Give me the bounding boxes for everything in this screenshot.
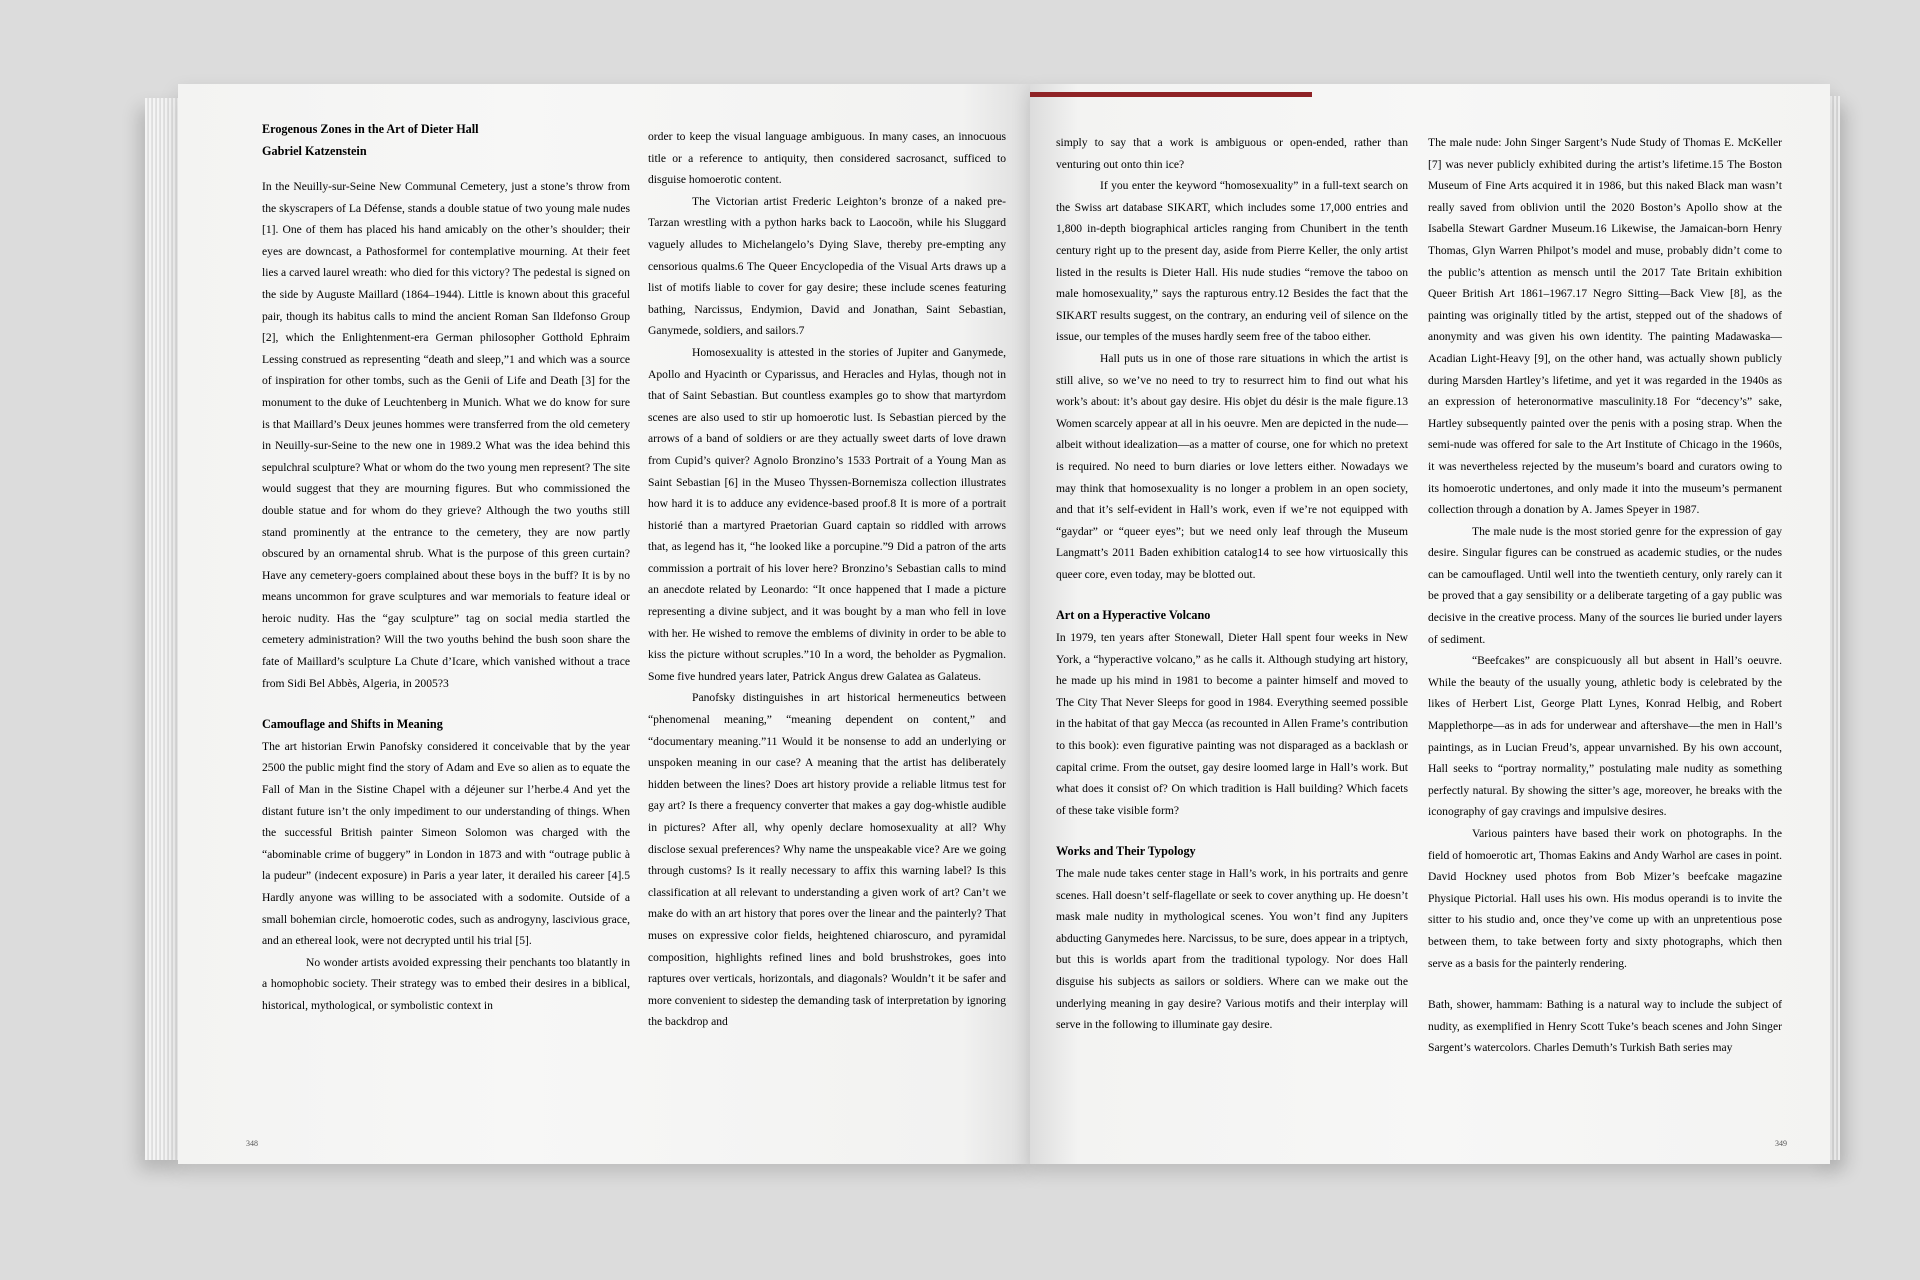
page-number-right: 349 xyxy=(1775,1139,1787,1148)
paragraph: Panofsky distinguishes in art historical hermeneutics between “phenomenal meaning,” “meaning dependent on content,” and “documentary meaning.”11 Would it be nonsense to add an underlying or unspoken meaning in our case? A meaning that the artist has deliberately hidden between the lines? Does art history provide a reliable litmus test for gay art? Is there a frequency converter that makes a gay dog-whistle audible in pictures? After all, why openly declare homosexuality at all? Why disclose sexual preferences? Why name the unspeakable vice? Are we going through customs? Is it really necessary to affix this warning label? Is this classification at all relevant to understanding a given work of art? Can’t we make do with an art history that pores over the linear and the painterly? That muses on expressive color fields, heightened chiaroscuro, and pyramidal composition, highlights refined lines and bold brushstrokes, goes into raptures over verticals, horizontals, and diagonals? Wouldn’t it be safer and more convenient to sidestep the demanding task of interpretation by ignoring the backdrop and xyxy=(648,691,1006,1029)
column-2 xyxy=(648,126,1006,1033)
paragraph: In 1979, ten years after Stonewall, Dieter Hall spent four weeks in New York, a “hyperactive volcano,” as he calls it. Although studying art history, he made up his mind in 1981 to become a painter himself and moved to The City That Never Sleeps for good in 1984. Everything seemed possible in the habitat of that gay Mecca (as recounted in Allen Frame’s contribution to this book): even figurative painting was not disparaged as a backlash or capital crime. From the outset, gay desire loomed large in Hall’s work. But what does it consist of? On which tradition is Hall building? Which facets of these take visible form? xyxy=(1056,631,1408,817)
paragraph: order to keep the visual language ambiguous. In many cases, an innocuous title or a reference to antiquity, then considered sacrosanct, sufficed to disguise homoerotic content. xyxy=(648,130,1006,187)
column-4 xyxy=(1428,132,1782,1059)
page-number-left: 348 xyxy=(246,1139,258,1148)
column-3 xyxy=(1056,132,1408,1036)
article-heading xyxy=(262,118,630,162)
paragraph: Homosexuality is attested in the stories of Jupiter and Ganymede, Apollo and Hyacinth or Cyparissus, and Heracles and Hylas, though not in that of Saint Sebastian. But countless examples go to show that martyrdom scenes are also used to stir up homoerotic lust. Is Sebastian pierced by the arrows of a band of soldiers or are they actually sweet darts of love drawn from Cupid’s quiver? Agnolo Bronzino’s 1533 Portrait of a Young Man as Saint Sebastian [6] in the Museo Thyssen-Bornemisza collection illustrates how hard it is to adduce any evidence-based proof.8 It is more of a portrait historié than a martyred Praetorian Guard captain so riddled with arrows that, as legend has it, “he looked like a porcupine.”9 Did a patron of the arts commission a portrait of his lover here? Bronzino’s Sebastian calls to mind an anecdote related by Leonardo: “It once happened that I made a picture representing a divine subject, and it was bought by a man who fell in love with her. He wished to remove the emblems of divinity in order to be able to kiss the picture without scruples.”10 In a word, the beholder as Pygmalion. Some five hundred years later, Patrick Angus drew Galatea as Galateus. xyxy=(648,345,1006,683)
paragraph: The Victorian artist Frederic Leighton’s bronze of a naked pre-Tarzan wrestling with a python harks back to Laocoön, while his Sluggard vaguely alludes to Michelangelo’s Dying Slave, thereby pre-empting any censorious qualms.6 The Queer Encyclopedia of the Visual Arts draws up a list of motifs liable to cover for gay desire; these include scenes featuring bathing, Narcissus, Endymion, David and Jonathan, Saint Sebastian, Ganymede, soldiers, and sailors.7 xyxy=(648,194,1006,338)
section-heading-works: Works and Their Typology xyxy=(1056,844,1196,859)
article-title: Erogenous Zones in the Art of Dieter Hall xyxy=(262,122,479,136)
paragraph: The male nude: John Singer Sargent’s Nude Study of Thomas E. McKeller [7] was never publicly exhibited during the artist’s lifetime.15 The Boston Museum of Fine Arts acquired it in 1986, but this naked Black man wasn’t really saved from oblivion until the 2020 Boston’s Apollo show at the Isabella Stewart Gardner Museum.16 Likewise, the Jamaican-born Henry Thomas, Glyn Warren Philpot’s model and muse, probably didn’t come to the public’s attention as mensch until the 2017 Tate Britain exhibition Queer British Art 1861–1967.17 Negro Sitting—Back View [8], as the painting was originally titled by the artist, stepped out of the shadows of anonymity and was given his own identity. The painting Madawaska—Acadian Light-Heavy [9], on the other hand, was actually shown publicly during Marsden Hartley’s lifetime, and yet it was regarded in the 1940s as an expression of heteronormative masculinity.18 For “decency’s” sake, Hartley subsequently painted over the penis with a posing strap. When the semi-nude was offered for sale to the Art Institute of Chicago in the 1960s, it was nevertheless rejected by the museum’s board and curators owing to its homoerotic undertones, and only made it into the museum’s permanent collection through a donation by A. James Speyer in 1987. xyxy=(1428,136,1782,517)
paragraph: simply to say that a work is ambiguous or open-ended, rather than venturing out onto thin ice? xyxy=(1056,136,1408,171)
bookmark-ribbon xyxy=(1030,92,1312,97)
paragraph: If you enter the keyword “homosexuality” in a full-text search on the Swiss art database SIKART, which includes some 17,000 entries and 1,800 in-depth biographical articles ranging from Chunibert in the tenth century right up to the present day, aside from Pierre Keller, the only artist listed in the results is Dieter Hall. His nude studies “remove the taboo on male homosexuality,” says the rapturous entry.12 Besides the fact that the SIKART results suggest, on the contrary, an enduring veil of silence on the issue, our temples of the muses hardly seem free of the taboo either. xyxy=(1056,179,1408,344)
section-heading-volcano: Art on a Hyperactive Volcano xyxy=(1056,608,1211,623)
paragraph: No wonder artists avoided expressing their penchants too blatantly in a homophobic society. Their strategy was to embed their desires in a biblical, historical, mythological, or symbolistic context in xyxy=(262,955,630,1012)
paragraph: “Beefcakes” are conspicuously all but absent in Hall’s oeuvre. While the beauty of the usually young, athletic body is celebrated by the likes of Herbert List, George Platt Lynes, Konrad Helbig, and Robert Mapplethorpe—as in ads for underwear and aftershave—the men in Hall’s paintings, as in Lucian Freud’s, appear unvarnished. By his own account, Hall seeks to “portray normality,” postulating male nudity as something perfectly natural. By showing the sitter’s age, moreover, he breaks with the iconography of gay cravings and impulsive desires. xyxy=(1428,654,1782,819)
paragraph: The male nude takes center stage in Hall’s work, in his portraits and genre scenes. Hall doesn’t self-flagellate or seek to cover anything up. He doesn’t mask male nudity in mythological scenes. You won’t find any Jupiters abducting Ganymedes here. Narcissus, to be sure, does appear in a triptych, but this is worlds apart from the traditional typology. Nor does Hall disguise his subjects as sailors or soldiers. Where can we make out the underlying meaning in gay desire? Various motifs and their interplay will serve in the following to illuminate gay desire. xyxy=(1056,867,1408,1032)
section-heading-camouflage: Camouflage and Shifts in Meaning xyxy=(262,717,443,732)
paragraph: Bath, shower, hammam: Bathing is a natural way to include the subject of nudity, as exemplified in Henry Scott Tuke’s beach scenes and John Singer Sargent’s watercolors. Charles Demuth’s Turkish Bath series may xyxy=(1428,998,1782,1055)
paragraph: The male nude is the most storied genre for the expression of gay desire. Singular figures can be construed as academic studies, or the nudes can be camouflaged. Until well into the twentieth century, only rarely can it be proved that a gay sensibility or a deliberate targeting of a gay public was decisive in the creative process. Many of the sources lie buried under layers of sediment. xyxy=(1428,524,1782,646)
paragraph: Hall puts us in one of those rare situations in which the artist is still alive, so we’ve no need to try to resurrect him to find out what his work’s about: it’s about gay desire. His objet du désir is the male figure.13 Women scarcely appear at all in his oeuvre. Men are depicted in the nude—albeit without idealization—as a matter of course, one for which no pretext is required. No need to burn diaries or love letters either. Nowadays we may think that homosexuality is no longer a problem in an open society, and that it’s self-evident in Hall’s work, even if we’re not equipped with “gaydar” or “queer eyes”; but we need only leaf through the Museum Langmatt’s 2011 Baden exhibition catalog14 to see how virtuosically this queer core, even today, may be blotted out. xyxy=(1056,351,1408,581)
article-author: Gabriel Katzenstein xyxy=(262,144,367,158)
column-1 xyxy=(262,118,630,1017)
paragraph: In the Neuilly-sur-Seine New Communal Cemetery, just a stone’s throw from the skyscrapers of La Défense, stands a double statue of two young male nudes [1]. One of them has placed his hand amicably on the other’s shoulder; their eyes are downcast, a Pathosformel for contemplative mourning. At their feet lies a carved laurel wreath: who died for this victory? The pedestal is signed on the side by Auguste Maillard (1864–1944). Little is known about this graceful pair, though its habitus calls to mind the ancient Roman San Ildefonso Group [2], which the Enlightenment-era German philosopher Gotthold Ephraim Lessing construed as representing “death and sleep,”1 and which was a source of inspiration for other tombs, such as the Genii of Life and Death [3] for the monument to the duke of Leuchtenberg in Munich. What we do know for sure is that Maillard’s Deux jeunes hommes were transferred from the old cemetery in Neuilly-sur-Seine to the new one in 1989.2 What was the idea behind this sepulchral sculpture? What or whom do the two young men represent? The site would suggest that they are mourning figures. But who commissioned the double statue and for whom do they grieve? Although the two youths still stand prominently at the entrance to the cemetery, they are now partly obscured by an ornamental shrub. What is the purpose of this green curtain? Have any cemetery-goers complained about these boys in the buff? It is by no means uncommon for grave sculptures and war memorials to feature ideal or heroic nudity. Has the “gay sculpture” tag on social media startled the cemetery administration? Will the two youths behind the bush soon share the fate of Maillard’s sculpture La Chute d’Icare, which vanished without a trace from Sidi Bel Abbès, Algeria, in 2005?3 xyxy=(262,180,630,690)
paragraph: Various painters have based their work on photographs. In the field of homoerotic art, Thomas Eakins and Andy Warhol are cases in point. David Hockney used photos from Bob Mizer’s beefcake magazine Physique Pictorial. Hall uses his own. His modus operandi is to invite the sitter to his studio and, once they’ve come up with an unpretentious pose between them, to take between forty and sixty photographs, which then serve as a basis for the painterly rendering. xyxy=(1428,827,1782,970)
paragraph: The art historian Erwin Panofsky considered it conceivable that by the year 2500 the public might find the story of Adam and Eve so alien as to equate the Fall of Man in the Sistine Chapel with a déjeuner sur l’herbe.4 And yet the distant future isn’t the only impediment to our understanding of things. When the successful British painter Simeon Solomon was charged with the “abominable crime of buggery” in London in 1873 and with “outrage public à la pudeur” (indecent exposure) in Paris a year later, it derailed his career [4].5 Hardly anyone was willing to be associated with a sodomite. Outside of a small bohemian circle, homoerotic codes, such as androgyny, lascivious grace, and an ethereal look, were not decrypted until his trial [5]. xyxy=(262,739,630,948)
